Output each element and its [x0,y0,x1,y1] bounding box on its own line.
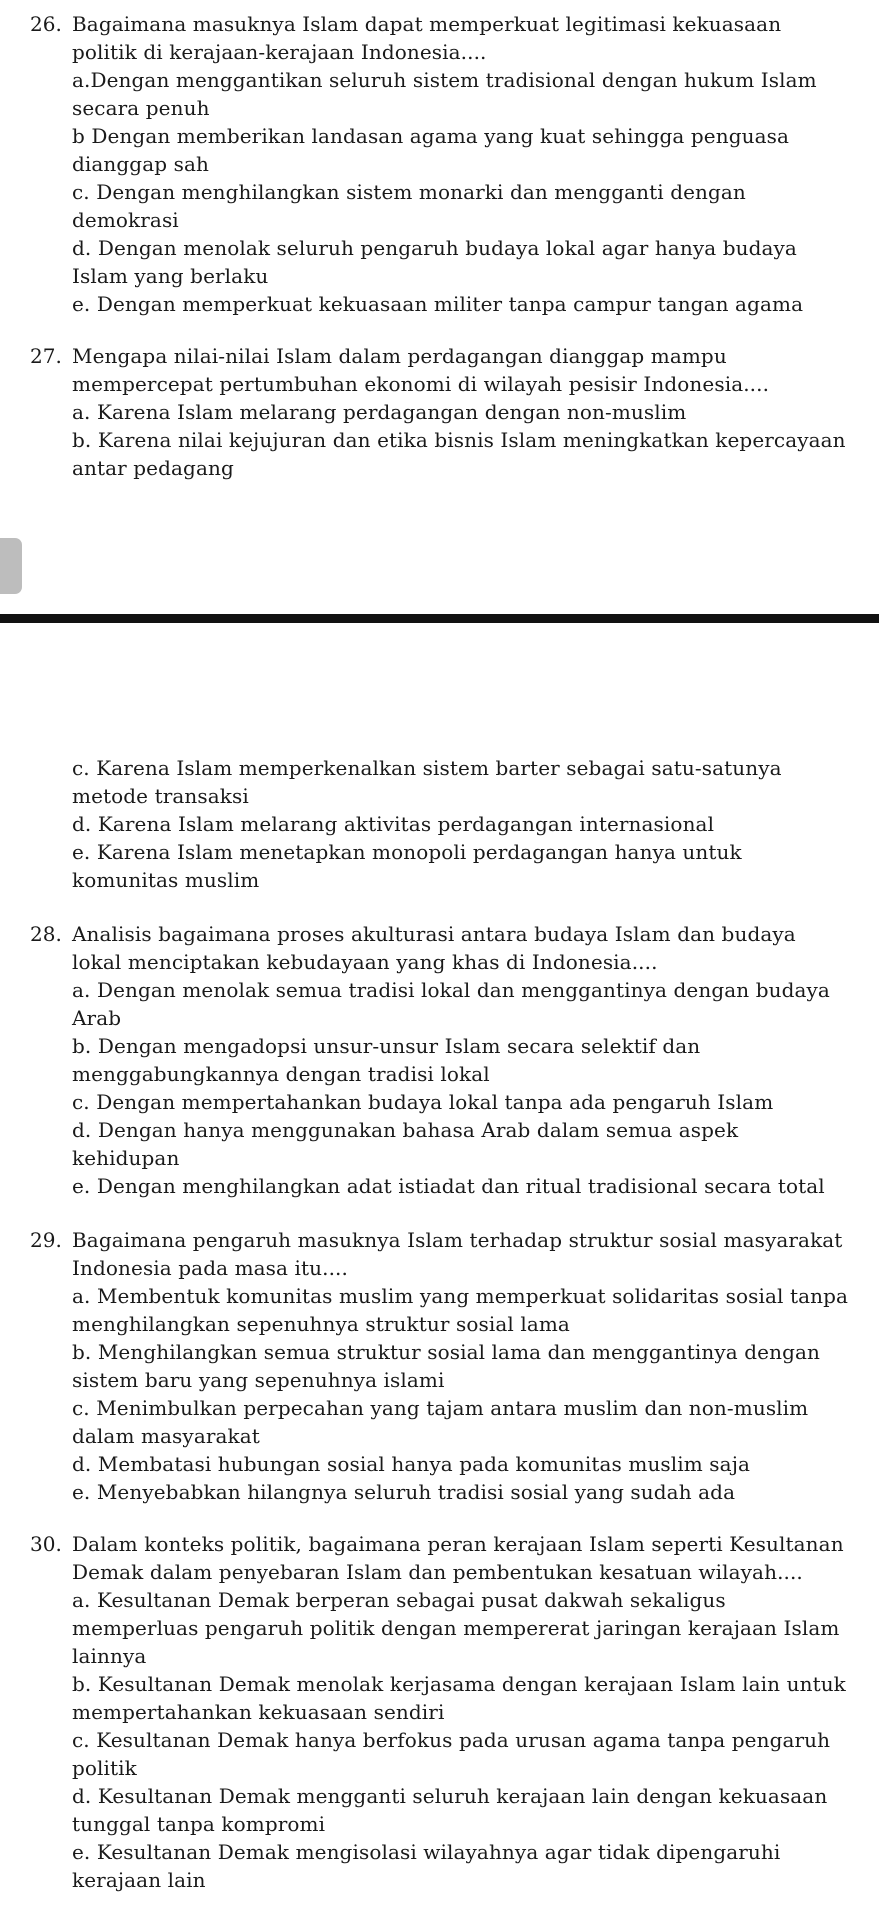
question-27-option-c: metode transaksi [72,784,249,808]
question-28-stem: Analisis bagaimana proses akulturasi antara budaya Islam dan budaya [72,922,796,946]
question-28-option-d: d. Dengan hanya menggunakan bahasa Arab dalam semua aspek [72,1118,739,1142]
side-handle[interactable] [0,538,22,594]
question-29-option-e: e. Menyebabkan hilangnya seluruh tradisi sosial yang sudah ada [72,1480,736,1504]
question-26-option-d: d. Dengan menolak seluruh pengaruh budaya lokal agar hanya budaya [72,236,797,260]
question-26-option-d: Islam yang berlaku [72,264,269,288]
question-29-option-c: c. Menimbulkan perpecahan yang tajam antara muslim dan non-muslim [72,1396,809,1420]
question-26-number: 26. [30,12,62,36]
question-30-option-d: tunggal tanpa kompromi [72,1812,326,1836]
question-27-stem: mempercepat pertumbuhan ekonomi di wilayah pesisir Indonesia.... [72,372,770,396]
question-29-option-a: menghilangkan sepenuhnya struktur sosial lama [72,1312,570,1336]
question-29-option-c: dalam masyarakat [72,1424,260,1448]
question-30-option-b: b. Kesultanan Demak menolak kerjasama dengan kerajaan Islam lain untuk [72,1672,846,1696]
question-28-option-b: b. Dengan mengadopsi unsur-unsur Islam secara selektif dan [72,1034,701,1058]
question-28-option-a: a. Dengan menolak semua tradisi lokal dan menggantinya dengan budaya [72,978,830,1002]
question-27-number: 27. [30,344,62,368]
question-26-option-b: b Dengan memberikan landasan agama yang kuat sehingga penguasa [72,124,790,148]
question-29-stem: Indonesia pada masa itu.... [72,1256,348,1280]
question-29-stem: Bagaimana pengaruh masuknya Islam terhadap struktur sosial masyarakat [72,1228,843,1252]
question-30-number: 30. [30,1532,62,1556]
question-30-option-d: d. Kesultanan Demak mengganti seluruh kerajaan lain dengan kekuasaan [72,1784,828,1808]
question-26-option-a: secara penuh [72,96,210,120]
question-26-option-c: demokrasi [72,208,179,232]
question-28-option-d: kehidupan [72,1146,180,1170]
question-30-option-a: lainnya [72,1644,147,1668]
question-26-option-a: a.Dengan menggantikan seluruh sistem tradisional dengan hukum Islam [72,68,817,92]
question-26-option-e: e. Dengan memperkuat kekuasaan militer tanpa campur tangan agama [72,292,804,316]
question-27-stem: Mengapa nilai-nilai Islam dalam perdagangan dianggap mampu [72,344,727,368]
question-30-option-a: a. Kesultanan Demak berperan sebagai pusat dakwah sekaligus [72,1588,726,1612]
question-29-option-b: sistem baru yang sepenuhnya islami [72,1368,445,1392]
question-27-option-b: antar pedagang [72,456,234,480]
question-27-option-d: d. Karena Islam melarang aktivitas perdagangan internasional [72,812,715,836]
question-29-option-d: d. Membatasi hubungan sosial hanya pada komunitas muslim saja [72,1452,751,1476]
question-26-option-c: c. Dengan menghilangkan sistem monarki dan mengganti dengan [72,180,746,204]
question-27-option-b: b. Karena nilai kejujuran dan etika bisnis Islam meningkatkan kepercayaan [72,428,846,452]
question-30-option-a: memperluas pengaruh politik dengan mempererat jaringan kerajaan Islam [72,1616,840,1640]
question-26-stem: Bagaimana masuknya Islam dapat memperkuat legitimasi kekuasaan [72,12,782,36]
question-30-stem: Dalam konteks politik, bagaimana peran kerajaan Islam seperti Kesultanan [72,1532,844,1556]
question-29-number: 29. [30,1228,62,1252]
question-30-option-c: c. Kesultanan Demak hanya berfokus pada urusan agama tanpa pengaruh [72,1728,831,1752]
question-28-number: 28. [30,922,62,946]
question-28-stem: lokal menciptakan kebudayaan yang khas di Indonesia.... [72,950,658,974]
question-27-option-e: e. Karena Islam menetapkan monopoli perdagangan hanya untuk [72,840,742,864]
question-28-option-b: menggabungkannya dengan tradisi lokal [72,1062,490,1086]
question-29-option-b: b. Menghilangkan semua struktur sosial lama dan menggantinya dengan [72,1340,820,1364]
question-30-option-c: politik [72,1756,137,1780]
question-26-option-b: dianggap sah [72,152,209,176]
question-30-option-e: e. Kesultanan Demak mengisolasi wilayahnya agar tidak dipengaruhi [72,1840,781,1864]
question-28-option-e: e. Dengan menghilangkan adat istiadat dan ritual tradisional secara total [72,1174,825,1198]
question-29-option-a: a. Membentuk komunitas muslim yang memperkuat solidaritas sosial tanpa [72,1284,849,1308]
question-30-stem: Demak dalam penyebaran Islam dan pembentukan kesatuan wilayah.... [72,1560,803,1584]
question-30-option-b: mempertahankan kekuasaan sendiri [72,1700,445,1724]
page-divider [0,614,879,623]
question-26-stem: politik di kerajaan-kerajaan Indonesia.... [72,40,487,64]
question-27-option-c: c. Karena Islam memperkenalkan sistem barter sebagai satu-satunya [72,756,782,780]
question-28-option-a: Arab [72,1006,122,1030]
question-30-option-e: kerajaan lain [72,1868,206,1892]
question-27-option-e: komunitas muslim [72,868,260,892]
question-27-option-a: a. Karena Islam melarang perdagangan dengan non-muslim [72,400,687,424]
question-28-option-c: c. Dengan mempertahankan budaya lokal tanpa ada pengaruh Islam [72,1090,774,1114]
